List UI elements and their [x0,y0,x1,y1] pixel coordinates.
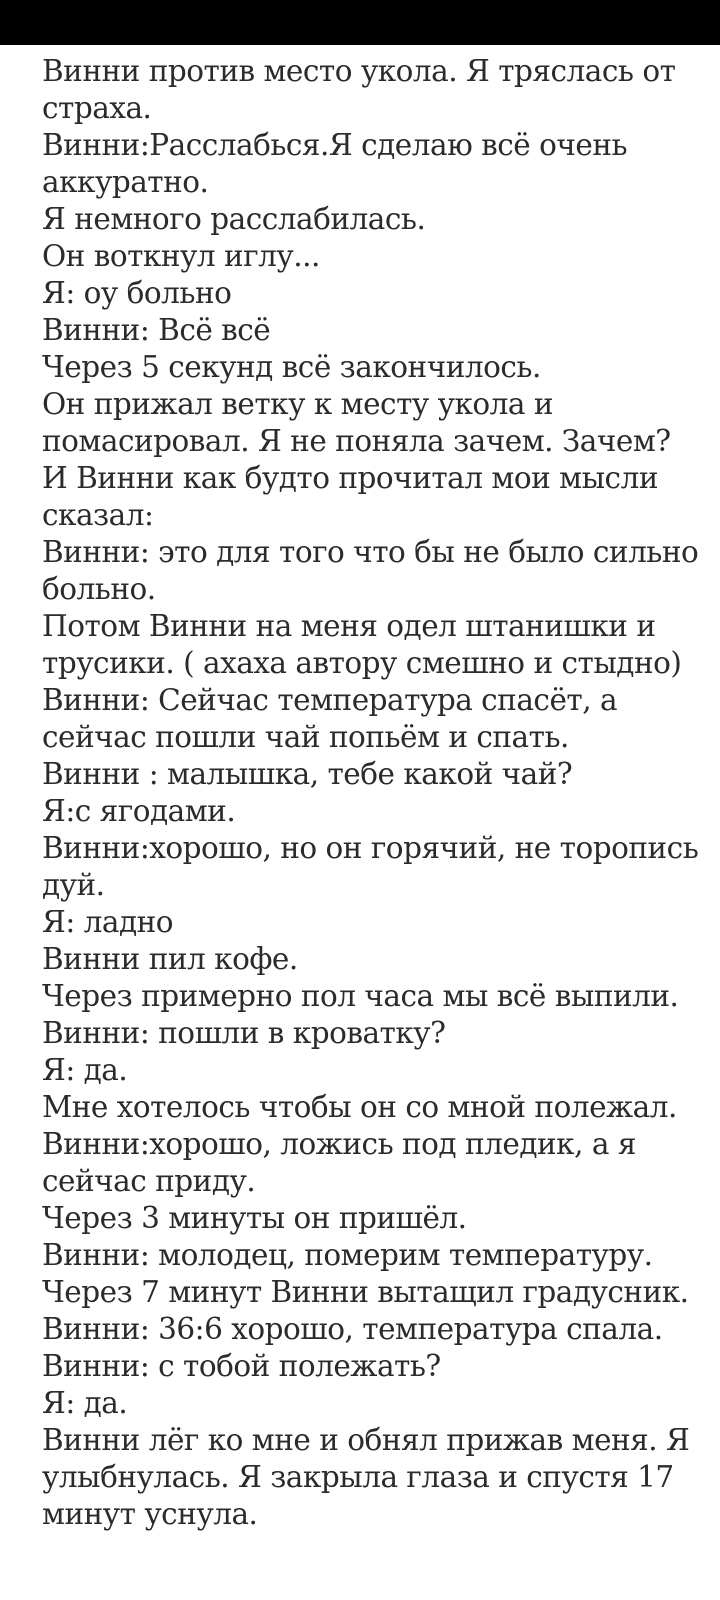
text-line: Винни: молодец, померим температуру. [42,1238,653,1272]
text-line: Винни: с тобой полежать? [42,1349,441,1383]
text-line: Винни пил кофе. [42,942,298,976]
text-line: Потом Винни на меня одел штанишки и [42,609,656,643]
status-bar [0,0,720,45]
text-line: И Винни как будто прочитал мои мысли [42,461,658,495]
text-line: Через 7 минут Винни вытащил градусник. [42,1275,689,1309]
text-line: сейчас приду. [42,1164,256,1198]
text-reader[interactable] [0,45,720,1600]
text-line: Через 3 минуты он пришёл. [42,1201,467,1235]
text-line: Винни лёг ко мне и обнял прижав меня. Я [42,1423,690,1457]
text-line: Я:с ягодами. [42,794,236,828]
text-line: Винни: пошли в кроватку? [42,1016,446,1050]
text-line: Я немного расслабилась. [42,202,426,236]
text-line: сейчас пошли чай попьём и спать. [42,720,569,754]
text-line: Я: ладно [42,905,174,939]
text-line: Он прижал ветку к месту укола и [42,387,554,421]
text-line: страха. [42,91,152,125]
text-line: Винни:хорошо, ложись под пледик, а я [42,1127,636,1161]
text-line: Винни: Сейчас температура спасёт, а [42,683,618,717]
text-line: сказал: [42,498,154,532]
text-line: Винни:Расслабься.Я сделаю всё очень [42,128,628,162]
text-line: Я: да. [42,1386,128,1420]
text-line: Винни: Всё всё [42,313,271,347]
text-line: Я: да. [42,1053,128,1087]
text-line: Он воткнул иглу... [42,239,320,273]
text-line: аккуратно. [42,165,209,199]
text-line: Винни против место укола. Я тряслась от [42,54,676,88]
text-line: Винни : малышка, тебе какой чай? [42,757,573,791]
text-line: Мне хотелось чтобы он со мной полежал. [42,1090,677,1124]
text-line: помасировал. Я не поняла зачем. Зачем? [42,424,671,458]
text-line: Через примерно пол часа мы всё выпили. [42,979,679,1013]
text-line: дуй. [42,868,105,902]
text-line: минут уснула. [42,1497,258,1531]
text-line: Через 5 секунд всё закончилось. [42,350,541,384]
text-line: Винни: это для того что бы не было сильно [42,535,699,569]
text-line: улыбнулась. Я закрыла глаза и спустя 17 [42,1460,674,1494]
text-line: Я: оу больно [42,276,232,310]
text-line: больно. [42,572,156,606]
text-line: Винни: 36:6 хорошо, температура спала. [42,1312,663,1346]
text-line: Винни:хорошо, но он горячий, не торопись [42,831,699,865]
story-text [42,53,699,1533]
text-line: трусики. ( ахаха автору смешно и стыдно) [42,646,682,680]
